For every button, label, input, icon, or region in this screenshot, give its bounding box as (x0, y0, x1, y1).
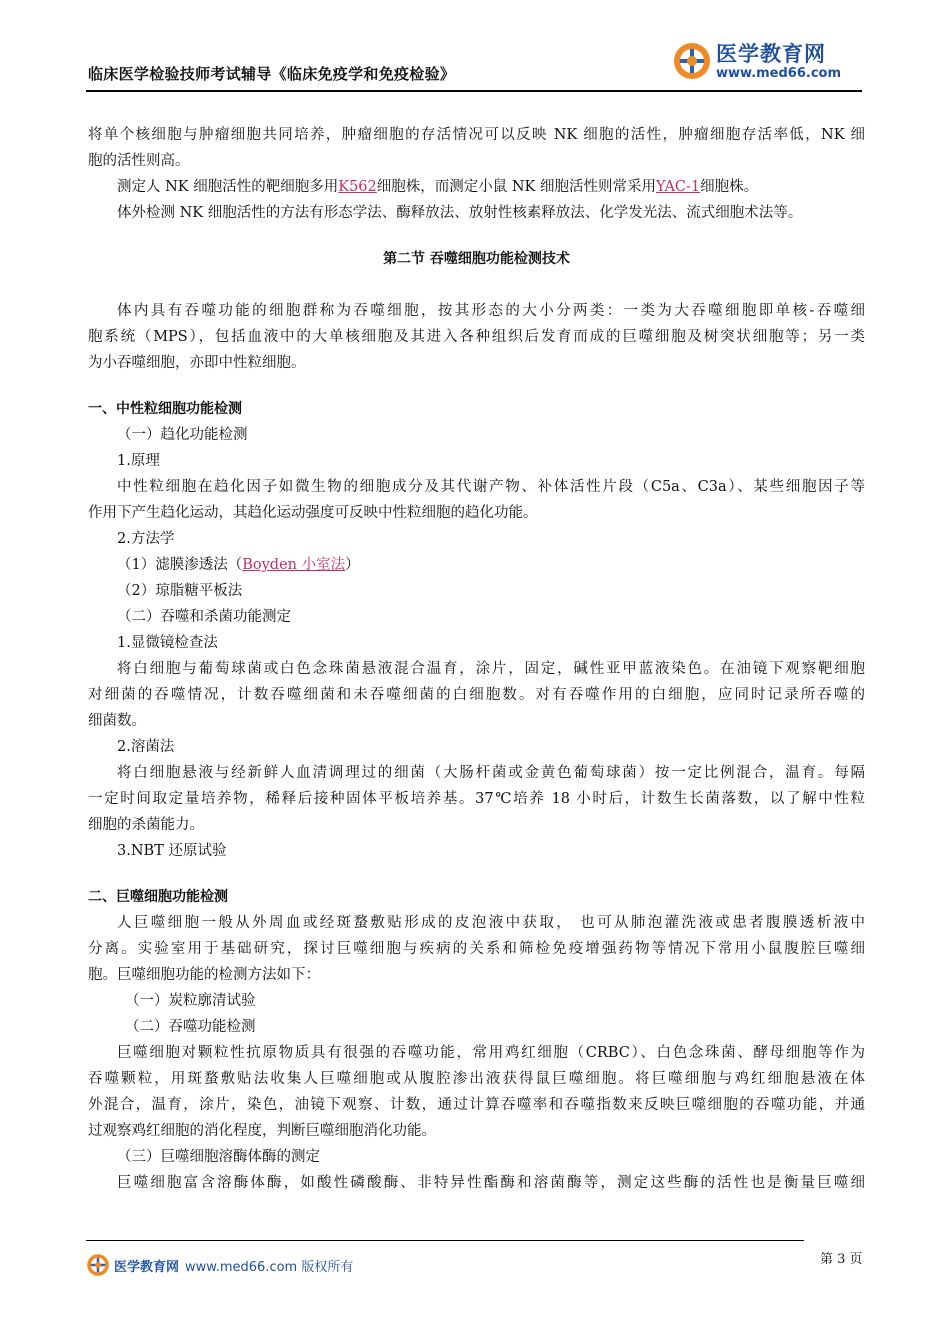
footer-site-name: 医学教育网 (114, 1260, 180, 1275)
numbered-heading: 3.NBT 还原试验 (117, 843, 227, 859)
heading-macrophage: 二、巨噬细胞功能检测 (88, 889, 228, 905)
subheading: （二）吞噬和杀菌功能测定 (117, 609, 291, 625)
footer-rule (86, 1240, 804, 1241)
logo-emblem-icon (672, 41, 712, 81)
paragraph-line: 中性粒细胞在趋化因子如微生物的细胞成分及其代谢产物、补体活性片段（C5a、C3a）、某些细胞因子等 (117, 479, 865, 495)
paragraph-line: 对细菌的吞噬情况，计数吞噬细菌和未吞噬细菌的白细胞数。对有吞噬作用的白细胞，应同时记录所吞噬的 (88, 687, 865, 703)
paragraph-line: 胞系统（MPS），包括血液中的大单核细胞及其进入各种组织后发育而成的巨噬细胞及树突状细胞等；另一类 (88, 329, 865, 345)
method-item (88, 552, 865, 578)
numbered-heading: 2.方法学 (117, 531, 175, 547)
header-rule (86, 90, 862, 92)
paragraph-line: 将单个核细胞与肿瘤细胞共同培养，肿瘤细胞的存活情况可以反映 NK 细胞的活性，肿瘤细胞存活率低，NK 细 (88, 127, 865, 143)
paragraph-line: 将白细胞与葡萄球菌或白色念珠菌悬液混合温育，涂片，固定，碱性亚甲蓝液染色。在油镜下观察靶细胞 (117, 661, 865, 677)
subheading: （二）吞噬功能检测 (125, 1019, 256, 1035)
paragraph-line: 为小吞噬细胞，亦即中性粒细胞。 (88, 355, 306, 371)
text-segment: 细胞株，而测定小鼠 NK 细胞活性则常采用 (376, 179, 657, 195)
section-title: 第二节 吞噬细胞功能检测技术 (383, 251, 570, 267)
numbered-heading: 2.溶菌法 (117, 739, 175, 755)
paragraph-line: 将白细胞悬液与经新鲜人血清调理过的细菌（大肠杆菌或金黄色葡萄球菌）按一定比例混合，温育。每隔 (117, 765, 865, 781)
paragraph-line: 人巨噬细胞一般从外周血或经斑蝥敷贴形成的皮泡液中获取， 也可从肺泡灌洗液或患者腹膜透析液中 (117, 915, 865, 931)
header-title: 临床医学检验技师考试辅导《临床免疫学和免疫检验》 (88, 65, 456, 83)
boyden-link[interactable]: Boyden 小室法 (242, 557, 346, 573)
heading-neutrophil: 一、中性粒细胞功能检测 (88, 401, 242, 417)
text-segment: ） (345, 557, 360, 573)
text-segment: 测定人 NK 细胞活性的靶细胞多用 (117, 179, 339, 195)
method-item: （2）琼脂糖平板法 (117, 583, 243, 599)
logo-url: www.med66.com (716, 66, 842, 81)
paragraph-line: 过观察鸡红细胞的消化程度，判断巨噬细胞消化功能。 (88, 1123, 436, 1139)
site-logo[interactable] (672, 38, 862, 88)
footer-url-text: www.med66.com 版权所有 (185, 1260, 354, 1275)
paragraph-line: 体外检测 NK 细胞活性的方法有形态学法、酶释放法、放射性核素释放法、化学发光法、流式细胞术法等。 (117, 205, 803, 221)
paragraph-line: 作用下产生趋化运动，其趋化运动强度可反映中性粒细胞的趋化功能。 (88, 505, 538, 521)
paragraph-line (88, 174, 865, 200)
paragraph-line: 胞的活性则高。 (88, 153, 190, 169)
paragraph-line: 体内具有吞噬功能的细胞群称为吞噬细胞，按其形态的大小分两类：一类为大吞噬细胞即单核-吞噬细 (117, 303, 865, 319)
subheading: （一）趋化功能检测 (117, 427, 248, 443)
paragraph-line: 外混合，温育，涂片，染色，油镜下观察、计数，通过计算吞噬率和吞噬指数来反映巨噬细胞的吞噬功能，并通 (88, 1097, 865, 1113)
paragraph-line: 巨噬细胞对颗粒性抗原物质具有很强的吞噬功能，常用鸡红细胞（CRBC）、白色念珠菌、酵母细胞等作为 (117, 1045, 865, 1061)
paragraph-line: 细胞的杀菌能力。 (88, 817, 204, 833)
footer-logo-icon (86, 1253, 110, 1277)
paragraph-line: 吞噬颗粒，用斑蝥敷贴法收集人巨噬细胞或从腹腔渗出液获得鼠巨噬细胞。将巨噬细胞与鸡红细胞悬液在体 (88, 1071, 865, 1087)
paragraph-line: 一定时间取定量培养物，稀释后接种固体平板培养基。37℃培养 18 小时后，计数生长菌落数，以了解中性粒 (88, 791, 865, 807)
text-segment: 细胞株。 (700, 179, 759, 195)
paragraph-line: 胞。巨噬细胞功能的检测方法如下： (88, 967, 320, 983)
subheading: （三）巨噬细胞溶酶体酶的测定 (117, 1149, 320, 1165)
text-segment: （1）滤膜渗透法（ (117, 557, 243, 573)
paragraph-line: 分离。实验室用于基础研究，探讨巨噬细胞与疾病的关系和筛检免疫增强药物等情况下常用小鼠腹腔巨噬细 (88, 941, 865, 957)
k562-link[interactable]: K562 (338, 179, 377, 195)
logo-name: 医学教育网 (716, 42, 826, 66)
footer-copyright[interactable] (114, 1256, 353, 1275)
paragraph-line: 细菌数。 (88, 713, 146, 729)
document-body (88, 122, 865, 1196)
paragraph-line: 巨噬细胞富含溶酶体酶，如酸性磷酸酶、非特异性酯酶和溶菌酶等，测定这些酶的活性也是衡量巨噬细 (117, 1175, 865, 1191)
subheading: （一）炭粒廓清试验 (125, 993, 256, 1009)
numbered-heading: 1.原理 (117, 453, 160, 469)
yac1-link[interactable]: YAC-1 (656, 179, 701, 195)
numbered-heading: 1.显微镜检查法 (117, 635, 218, 651)
page-number: 第 3 页 (820, 1252, 863, 1267)
